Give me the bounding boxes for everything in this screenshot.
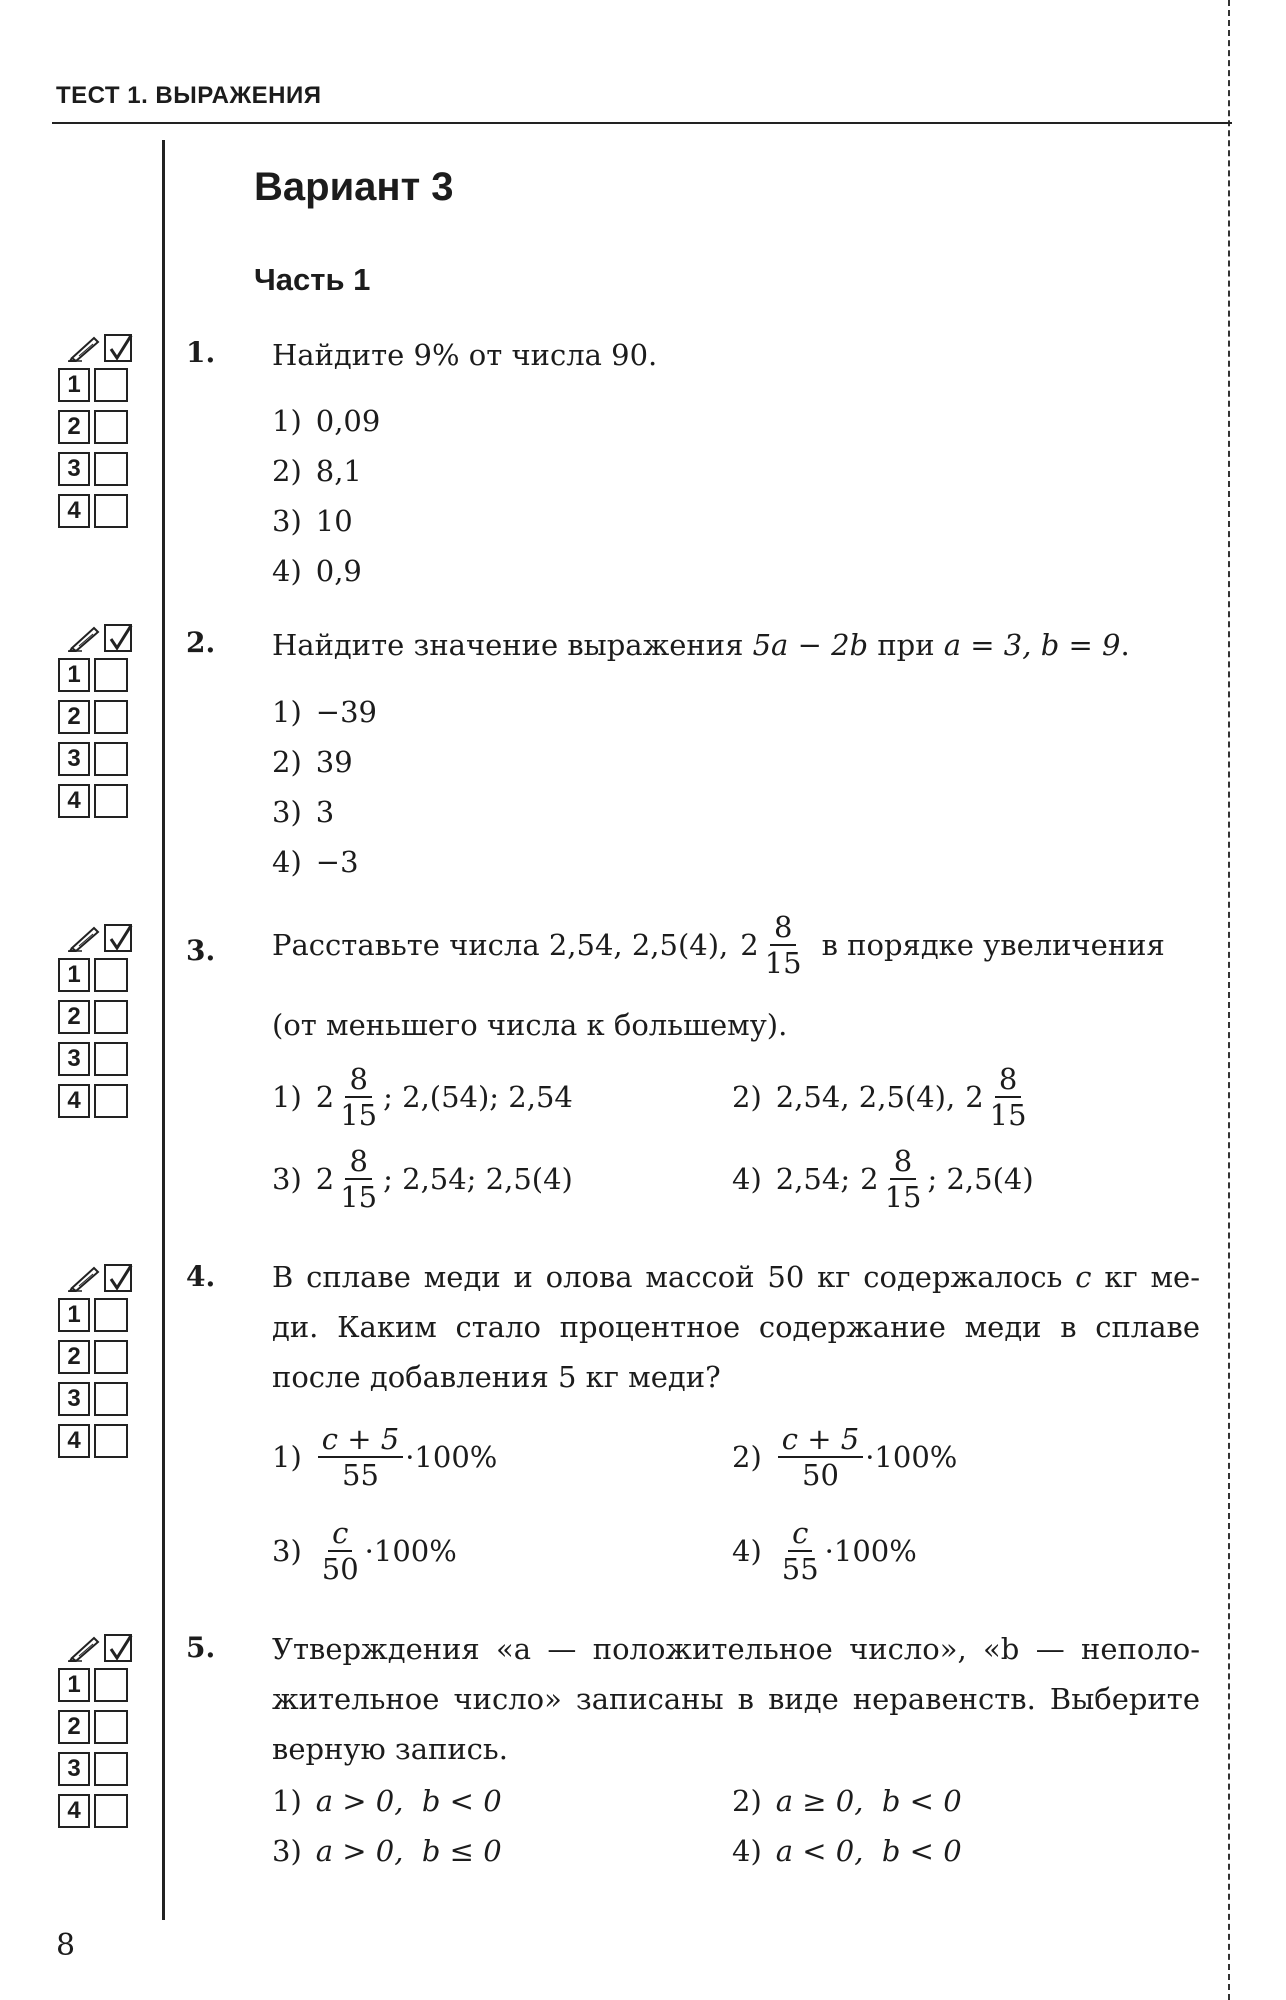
question-text-tail: в порядке увеличения (821, 928, 1165, 963)
page-number: 8 (56, 1928, 76, 1963)
check-icon (104, 1264, 132, 1292)
option (272, 795, 334, 829)
option-number: 4) (732, 1834, 762, 1868)
question-text-line1 (272, 1252, 1200, 1302)
option-text: −39 (315, 695, 377, 729)
question-number: 5. (186, 1631, 216, 1664)
fraction-denominator: 50 (321, 1552, 359, 1587)
margin-divider (162, 140, 165, 1920)
answer-checkbox[interactable] (94, 368, 128, 402)
answer-checkbox[interactable] (94, 1424, 128, 1458)
answer-row (58, 1378, 150, 1420)
pencil-icon (68, 924, 102, 952)
fraction-numerator: c (328, 1518, 352, 1552)
answer-number: 1 (58, 958, 90, 992)
answer-row (58, 654, 150, 696)
option-text: a > 0, b < 0 (315, 1784, 502, 1818)
fraction-numerator: 8 (770, 912, 796, 946)
answer-box (58, 922, 150, 1122)
fraction-denominator: 50 (802, 1458, 839, 1493)
option (732, 1146, 1034, 1213)
answer-number: 4 (58, 494, 90, 528)
option (272, 845, 359, 879)
question-text-lead: Найдите значение выражения (272, 628, 744, 662)
option (272, 1834, 502, 1868)
answer-row (58, 696, 150, 738)
fraction-numerator: c + 5 (318, 1424, 403, 1458)
option (272, 454, 362, 488)
answer-number: 3 (58, 742, 90, 776)
answer-box (58, 1262, 150, 1462)
question-number: 2. (186, 626, 216, 659)
option-text: ; 2,(54); 2,54 (383, 1080, 573, 1115)
fraction-denominator: 15 (764, 946, 802, 981)
condition: a = 3, b = 9 (943, 628, 1121, 662)
option-number: 1) (272, 404, 302, 438)
option-number: 1) (272, 1784, 302, 1818)
answer-box (58, 1632, 150, 1832)
mixed-whole: 2 (315, 1080, 335, 1115)
header-divider (52, 122, 1232, 124)
answer-row (58, 954, 150, 996)
option (272, 554, 362, 588)
fraction-denominator: 15 (989, 1098, 1027, 1133)
test-title: ТЕСТ 1. ВЫРАЖЕНИЯ (56, 82, 322, 109)
answer-number: 1 (58, 1668, 90, 1702)
option-text: 3 (315, 795, 335, 829)
option-number: 2) (732, 1080, 762, 1115)
fraction (778, 1518, 823, 1585)
pencil-icon (68, 334, 102, 362)
option-number: 3) (272, 795, 302, 829)
mixed-number (965, 1064, 1032, 1131)
mixed-number (860, 1146, 927, 1213)
answer-row (58, 1790, 150, 1832)
answer-number: 1 (58, 658, 90, 692)
option (732, 1784, 962, 1818)
question-text (272, 620, 1200, 670)
option-text: 2,54; (775, 1162, 851, 1197)
option-number: 3) (272, 1834, 302, 1868)
answer-row (58, 364, 150, 406)
option (732, 1518, 917, 1585)
answer-row (58, 996, 150, 1038)
fraction (318, 1518, 363, 1585)
answer-checkbox[interactable] (94, 452, 128, 486)
question-text (272, 912, 1165, 979)
answer-number: 3 (58, 452, 90, 486)
answer-row (58, 1038, 150, 1080)
answer-checkbox[interactable] (94, 1710, 128, 1744)
answer-box (58, 622, 150, 822)
option-text: ·100% (405, 1440, 498, 1475)
check-icon (104, 624, 132, 652)
answer-number: 2 (58, 410, 90, 444)
answer-checkbox[interactable] (94, 1000, 128, 1034)
cut-line (1228, 0, 1230, 2000)
option-number: 2) (272, 745, 302, 779)
answer-number: 1 (58, 1298, 90, 1332)
option-number: 4) (272, 845, 302, 879)
fraction (778, 1424, 863, 1491)
answer-checkbox[interactable] (94, 1752, 128, 1786)
option (272, 1146, 573, 1213)
answer-number: 4 (58, 1084, 90, 1118)
option (272, 504, 353, 538)
question-number: 1. (186, 336, 216, 369)
question-text-b: кг ме- (1104, 1260, 1201, 1294)
question-number: 3. (186, 934, 216, 967)
option (272, 1064, 573, 1131)
fraction (336, 1064, 381, 1131)
option-number: 4) (272, 554, 302, 588)
answer-number: 4 (58, 784, 90, 818)
fraction-numerator: c + 5 (778, 1424, 863, 1458)
answer-checkbox[interactable] (94, 1298, 128, 1332)
option-text: ·100% (364, 1534, 457, 1569)
answer-number: 2 (58, 1340, 90, 1374)
option-number: 2) (272, 454, 302, 488)
answer-number: 3 (58, 1042, 90, 1076)
fraction-numerator: 8 (345, 1146, 371, 1180)
option-text: 39 (315, 745, 353, 779)
fraction-denominator: 55 (781, 1552, 819, 1587)
option-text: 8,1 (315, 454, 362, 488)
option-text: 2,54, 2,5(4), (775, 1080, 956, 1115)
answer-number: 3 (58, 1752, 90, 1786)
option (732, 1064, 1033, 1131)
answer-checkbox[interactable] (94, 700, 128, 734)
fraction-denominator: 55 (342, 1458, 379, 1493)
variant-title: Вариант 3 (254, 165, 454, 209)
answer-row (58, 1748, 150, 1790)
check-icon (104, 924, 132, 952)
option-number: 4) (732, 1162, 762, 1197)
answer-row (58, 406, 150, 448)
option-text: 0,9 (315, 554, 362, 588)
option-number: 2) (732, 1440, 762, 1475)
answer-checkbox[interactable] (94, 742, 128, 776)
mixed-number (316, 1064, 383, 1131)
question-text-line2: (от меньшего числа к большему). (272, 1008, 788, 1042)
answer-row (58, 1080, 150, 1122)
answer-number: 3 (58, 1382, 90, 1416)
answer-row (58, 1664, 150, 1706)
answer-number: 4 (58, 1424, 90, 1458)
answer-checkbox[interactable] (94, 784, 128, 818)
question-text-line2: ди. Каким стало процентное содержание меди в сплаве (272, 1310, 1200, 1344)
answer-row (58, 1706, 150, 1748)
option-number: 3) (272, 504, 302, 538)
answer-checkbox[interactable] (94, 1340, 128, 1374)
answer-checkbox[interactable] (94, 658, 128, 692)
answer-checkbox[interactable] (94, 1668, 128, 1702)
option-number: 4) (732, 1534, 762, 1569)
fraction-numerator: c (788, 1518, 812, 1552)
expression: 5a − 2b (752, 628, 869, 662)
option-number: 1) (272, 695, 302, 729)
answer-row (58, 780, 150, 822)
question-text-mid: при (877, 628, 935, 662)
option-text: −3 (315, 845, 359, 879)
option-text: 0,09 (315, 404, 381, 438)
fraction (336, 1146, 381, 1213)
fraction-denominator: 15 (340, 1180, 378, 1215)
option (732, 1834, 962, 1868)
option (272, 695, 377, 729)
option-number: 3) (272, 1162, 302, 1197)
question-text: Найдите 9% от числа 90. (272, 338, 658, 372)
fraction-denominator: 15 (884, 1180, 922, 1215)
option-text-after: ; 2,5(4) (927, 1162, 1034, 1197)
option-text: ; 2,54; 2,5(4) (383, 1162, 573, 1197)
answer-row (58, 490, 150, 532)
question-text-line3: после добавления 5 кг меди? (272, 1360, 721, 1394)
option (272, 1518, 457, 1585)
option-text: a < 0, b < 0 (775, 1834, 962, 1868)
option-text: ·100% (824, 1534, 917, 1569)
mixed-whole: 2 (740, 928, 759, 963)
variable-c: c (1075, 1260, 1092, 1294)
question-number: 4. (186, 1260, 216, 1293)
pencil-icon (68, 624, 102, 652)
option (272, 1424, 497, 1491)
fraction (881, 1146, 926, 1213)
pencil-icon (68, 1264, 102, 1292)
answer-row (58, 738, 150, 780)
fraction (761, 912, 806, 979)
fraction-numerator: 8 (995, 1064, 1021, 1098)
answer-checkbox[interactable] (94, 1794, 128, 1828)
mixed-number (316, 1146, 383, 1213)
answer-number: 2 (58, 1710, 90, 1744)
pencil-icon (68, 1634, 102, 1662)
option-text: ·100% (865, 1440, 958, 1475)
mixed-whole: 2 (315, 1162, 335, 1197)
option-number: 1) (272, 1440, 302, 1475)
option-text: 10 (315, 504, 353, 538)
option (272, 1784, 502, 1818)
answer-checkbox[interactable] (94, 1084, 128, 1118)
question-text-line3: верную запись. (272, 1732, 508, 1766)
fraction-numerator: 8 (345, 1064, 371, 1098)
option-text: a > 0, b ≤ 0 (315, 1834, 502, 1868)
option-number: 3) (272, 1534, 302, 1569)
answer-checkbox[interactable] (94, 410, 128, 444)
answer-row (58, 1420, 150, 1462)
check-icon (104, 334, 132, 362)
mixed-whole: 2 (860, 1162, 879, 1197)
option-number: 2) (732, 1784, 762, 1818)
question-text-line2: жительное число» записаны в виде неравенств. Выберите (272, 1682, 1200, 1716)
answer-number: 4 (58, 1794, 90, 1828)
fraction-numerator: 8 (890, 1146, 916, 1180)
fraction (986, 1064, 1031, 1131)
option (732, 1424, 957, 1491)
answer-checkbox[interactable] (94, 1382, 128, 1416)
answer-checkbox[interactable] (94, 1042, 128, 1076)
fraction (318, 1424, 403, 1491)
question-text-line1: Утверждения «a — положительное число», «b — неполо- (272, 1632, 1200, 1666)
answer-row (58, 1336, 150, 1378)
check-icon (104, 1634, 132, 1662)
option-text: a ≥ 0, b < 0 (775, 1784, 962, 1818)
answer-row (58, 448, 150, 490)
answer-number: 2 (58, 1000, 90, 1034)
mixed-number (740, 912, 807, 979)
answer-checkbox[interactable] (94, 958, 128, 992)
answer-box (58, 332, 150, 532)
option (272, 404, 380, 438)
answer-checkbox[interactable] (94, 494, 128, 528)
question-text-lead: Расставьте числа 2,54, 2,5(4), (272, 928, 729, 963)
question-text-a: В сплаве меди и олова массой 50 кг содержалось (272, 1260, 1063, 1294)
mixed-whole: 2 (965, 1080, 984, 1115)
fraction-denominator: 15 (340, 1098, 378, 1133)
answer-number: 2 (58, 700, 90, 734)
option (272, 745, 353, 779)
answer-row (58, 1294, 150, 1336)
option-number: 1) (272, 1080, 302, 1115)
answer-number: 1 (58, 368, 90, 402)
question-text-end: . (1120, 628, 1130, 662)
part-title: Часть 1 (254, 262, 371, 297)
